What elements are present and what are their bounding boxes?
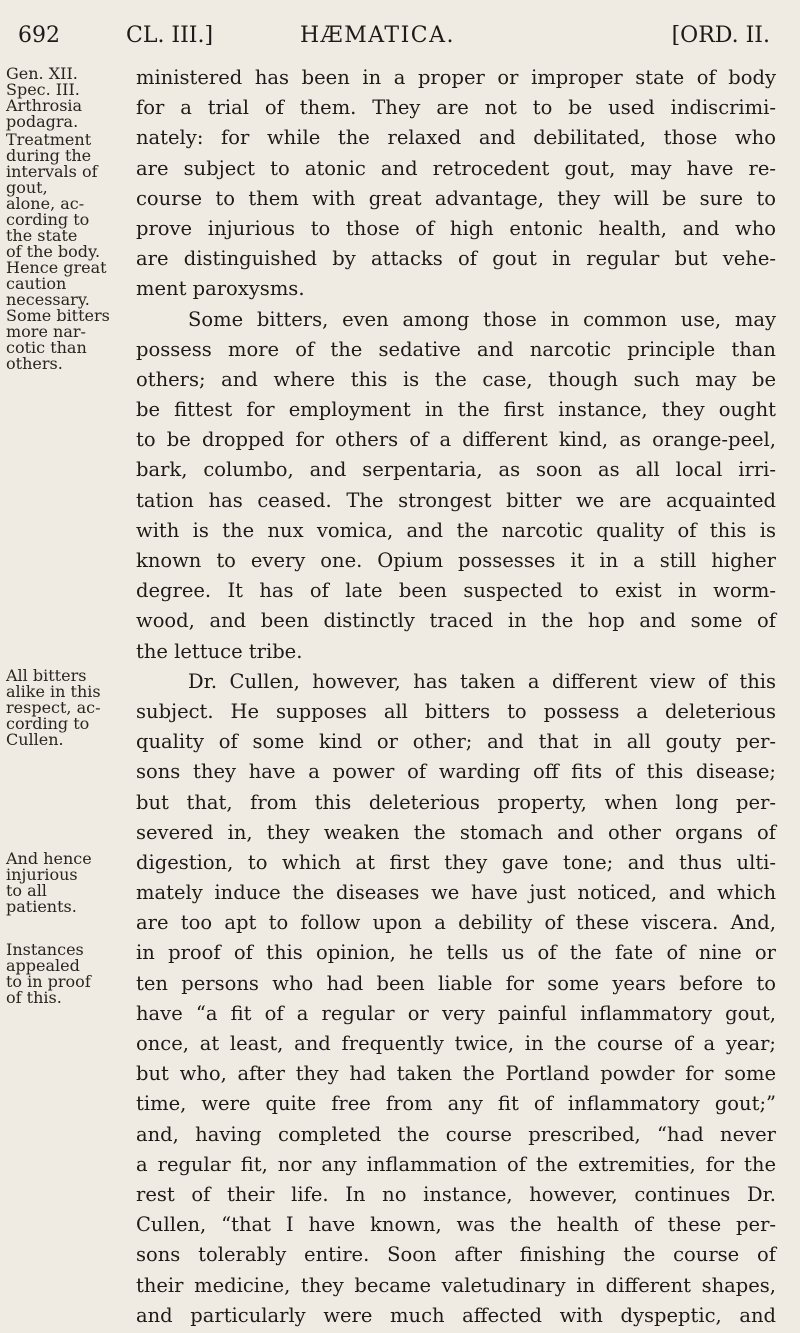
text-line: be fittest for employment in the first instance, they ought — [136, 398, 776, 422]
text-line: their medicine, they became valetudinary in different shapes, — [136, 1273, 776, 1297]
text-line: possess more of the sedative and narcotic principle than — [136, 337, 776, 361]
text-line: digestion, to which at first they gave tone; and thus ulti- — [136, 850, 776, 874]
margin-line: gout, — [6, 178, 48, 197]
margin-line: more nar- — [6, 322, 86, 341]
text-line: course to them with great advantage, they will be sure to — [136, 186, 776, 210]
text-line: mately induce the diseases we have just noticed, and which — [136, 881, 776, 905]
margin-line: alone, ac- — [6, 194, 85, 213]
text-line: severed in, they weaken the stomach and other organs of — [136, 820, 776, 844]
text-line: for a trial of them. They are not to be used indiscrimi- — [136, 96, 776, 120]
text-line: subject. He supposes all bitters to possess a deleterious — [136, 699, 776, 723]
text-line: degree. It has of late been suspected to exist in worm- — [136, 579, 776, 603]
text-line: to be dropped for others of a different kind, as orange-peel, — [136, 428, 776, 452]
text-line: the lettuce tribe. — [136, 639, 303, 663]
margin-note-treatment — [6, 132, 126, 372]
margin-line: injurious — [6, 865, 78, 884]
margin-line: cording to — [6, 210, 90, 229]
paragraph-start-line: Some bitters, even among those in common use, may — [188, 307, 776, 331]
margin-line: Arthrosia — [6, 96, 83, 115]
margin-line: Gen. XII. — [6, 64, 78, 83]
text-line: but who, after they had taken the Portland powder for some — [136, 1062, 776, 1086]
margin-line: necessary. — [6, 290, 90, 309]
margin-line: Instances — [6, 940, 84, 959]
text-line: known to every one. Opium possesses it in a still higher — [136, 549, 776, 572]
class-reference: CL. III.] — [126, 23, 214, 48]
text-line: quality of some kind or other; and that in all gouty per- — [136, 730, 776, 754]
text-line: sons they have a power of warding off fits of this disease; — [136, 760, 776, 784]
text-line: a regular fit, nor any inflammation of the extremities, for the — [136, 1152, 776, 1176]
margin-line: to in proof — [6, 972, 91, 991]
margin-line: Cullen. — [6, 730, 64, 749]
text-line: bark, columbo, and serpentaria, as soon as all local irri- — [136, 458, 776, 482]
text-line: and, having completed the course prescribed, “had never — [136, 1122, 776, 1146]
margin-note-genus — [6, 66, 126, 130]
margin-line: caution — [6, 274, 67, 293]
paragraph-start-line: Dr. Cullen, however, has taken a different view of this — [188, 669, 776, 693]
text-line: ministered has been in a proper or improper state of body — [136, 66, 776, 89]
text-line: tation has ceased. The strongest bitter we are acquainted — [136, 488, 776, 512]
text-line: with is the nux vomica, and the narcotic quality of this is — [136, 518, 776, 542]
text-line: are subject to atonic and retrocedent gout, may have re- — [136, 156, 776, 180]
margin-line: during the — [6, 146, 92, 165]
margin-line: of the body. — [6, 242, 101, 261]
text-line: are distinguished by attacks of gout in regular but vehe- — [136, 247, 776, 271]
margin-line: Treatment — [6, 130, 92, 149]
text-line: wood, and been distinctly traced in the hop and some of — [136, 609, 776, 633]
margin-line: others. — [6, 354, 63, 373]
text-line: others; and where this is the case, though such may be — [136, 367, 776, 391]
text-line: and particularly were much affected with dyspeptic, and — [136, 1303, 776, 1327]
text-line: time, were quite free from any fit of inflammatory gout;” — [136, 1092, 776, 1116]
body-text — [136, 63, 776, 1331]
margin-line: Some bitters — [6, 306, 110, 325]
page-number: 692 — [18, 23, 60, 48]
margin-line: alike in this — [6, 682, 101, 701]
margin-line: intervals of — [6, 162, 98, 181]
margin-note-and-hence — [6, 851, 126, 915]
running-header — [18, 18, 770, 54]
margin-line: podagra. — [6, 112, 79, 131]
text-line: rest of their life. In no instance, however, continues Dr. — [136, 1182, 776, 1206]
text-line: in proof of this opinion, he tells us of the fate of nine or — [136, 941, 776, 965]
margin-line: of this. — [6, 988, 62, 1007]
text-line: sons tolerably entire. Soon after finishing the course of — [136, 1243, 776, 1267]
margin-note-all-bitters — [6, 668, 126, 748]
order-reference: [ORD. II. — [671, 23, 770, 48]
margin-line: And hence — [6, 849, 92, 868]
text-line: once, at least, and frequently twice, in the course of a year; — [136, 1032, 776, 1055]
text-line: nately: for while the relaxed and debilitated, those who — [136, 126, 776, 150]
text-line: but that, from this deleterious property, when long per- — [136, 790, 776, 814]
margin-line: cotic than — [6, 338, 87, 357]
margin-line: to all — [6, 881, 47, 900]
margin-line: cording to — [6, 714, 90, 733]
margin-line: Spec. III. — [6, 80, 80, 99]
margin-note-instances — [6, 942, 126, 1006]
text-line: Cullen, “that I have known, was the health of these per- — [136, 1213, 776, 1237]
margin-line: All bitters — [6, 666, 87, 685]
text-line: have “a fit of a regular or very painful inflammatory gout, — [136, 1001, 776, 1025]
text-line: are too apt to follow upon a debility of these viscera. And, — [136, 911, 776, 935]
margin-line: Hence great — [6, 258, 107, 277]
running-title: HÆMATICA. — [300, 23, 455, 48]
margin-line: respect, ac- — [6, 698, 101, 717]
margin-line: the state — [6, 226, 78, 245]
text-line: ten persons who had been liable for some years before to — [136, 971, 776, 995]
text-line: prove injurious to those of high entonic health, and who — [136, 216, 776, 240]
margin-line: appealed — [6, 956, 80, 975]
margin-line: patients. — [6, 897, 77, 916]
text-line: ment paroxysms. — [136, 277, 305, 301]
